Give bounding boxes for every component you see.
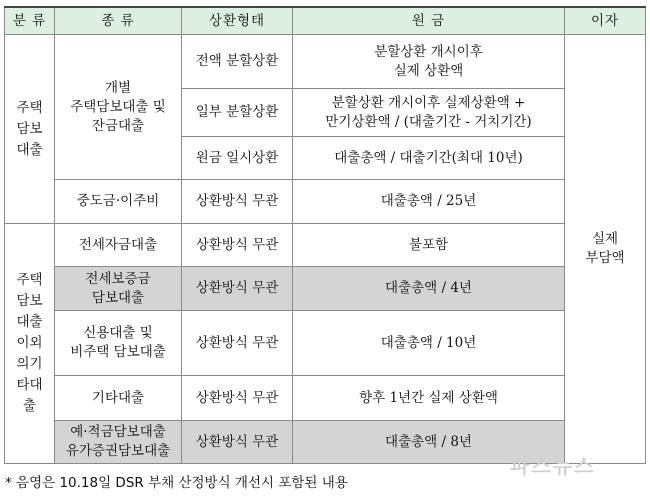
repayment-type: 상환방식 무관 — [182, 180, 293, 224]
header-interest: 이자 — [565, 7, 646, 35]
principal: 분할상환 개시이후 실제 상환액 — [293, 35, 565, 89]
table-row-shaded — [5, 267, 646, 311]
repayment-type: 전액 분할상환 — [182, 35, 293, 89]
principal: 대출총액 / 대출기간(최대 10년) — [293, 137, 565, 180]
section1-label: 주택담보대출 — [16, 99, 43, 158]
repayment-type: 상환방식 무관 — [182, 267, 293, 311]
table-row — [5, 311, 646, 376]
principal: 불포함 — [293, 224, 565, 267]
repayment-type: 원금 일시상환 — [182, 137, 293, 180]
table-row — [5, 376, 646, 421]
repayment-type: 상환방식 무관 — [182, 224, 293, 267]
loan-kind: 신용대출 및 비주택 담보대출 — [55, 311, 182, 376]
loan-kind: 전세자금대출 — [55, 224, 182, 267]
watermark-logo: 파스뉴스 — [510, 454, 596, 478]
table-row — [5, 224, 646, 267]
loan-kind: 기타대출 — [55, 376, 182, 421]
principal: 대출총액 / 4년 — [293, 267, 565, 311]
dsr-table — [4, 6, 646, 464]
principal: 향후 1년간 실제 상환액 — [293, 376, 565, 421]
header-principal: 원 금 — [293, 7, 565, 35]
repayment-type: 일부 분할상환 — [182, 89, 293, 137]
loan-kind: 전세보증금 담보대출 — [55, 267, 182, 311]
principal: 대출총액 / 8년 — [293, 421, 565, 464]
repayment-type: 상환방식 무관 — [182, 311, 293, 376]
repayment-type: 상환방식 무관 — [182, 376, 293, 421]
table-row — [5, 180, 646, 224]
loan-kind: 예·적금담보대출 유가증권담보대출 — [55, 421, 182, 464]
section2-label: 주택담보대출이외의기타대출 — [16, 272, 43, 414]
header-category: 분 류 — [5, 7, 55, 35]
principal: 대출총액 / 10년 — [293, 311, 565, 376]
loan-kind: 중도금·이주비 — [55, 180, 182, 224]
header-row — [5, 7, 646, 35]
repayment-type: 상환방식 무관 — [182, 421, 293, 464]
interest-cell: 실제 부담액 — [565, 35, 646, 464]
header-repayment-type: 상환형태 — [182, 7, 293, 35]
section2-label-cell — [5, 224, 55, 464]
principal: 분할상환 개시이후 실제상환액 + 만기상환액 / (대출기간 - 거치기간) — [293, 89, 565, 137]
section1-label-cell — [5, 35, 55, 224]
principal: 대출총액 / 25년 — [293, 180, 565, 224]
table-row — [5, 35, 646, 89]
section1-group-label: 개별 주택담보대출 및 잔금대출 — [55, 35, 182, 180]
footnote: * 음영은 10.18일 DSR 부채 산정방식 개선시 포함된 내용 — [5, 475, 348, 491]
header-kind: 종 류 — [55, 7, 182, 35]
